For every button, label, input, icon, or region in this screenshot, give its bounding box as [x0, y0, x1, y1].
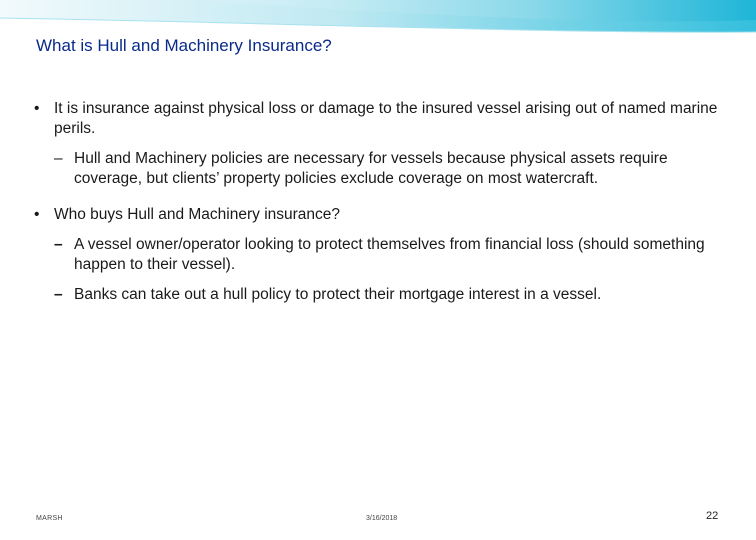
sub-bullet-text: Hull and Machinery policies are necessary for vessels because physical assets require coverage, but clients’ property policies exclude coverage on most watercraft.: [74, 150, 668, 187]
footer-company: MARSH: [36, 515, 63, 522]
sub-bullet-item: [34, 285, 724, 305]
sub-bullet-text: Banks can take out a hull policy to protect their mortgage interest in a vessel.: [74, 286, 602, 303]
dash-icon: –: [54, 150, 63, 167]
dash-icon: –: [54, 286, 63, 303]
sub-bullet-text: A vessel owner/operator looking to protect themselves from financial loss (should something happen to their vessel).: [74, 236, 705, 273]
header-banner: [0, 0, 756, 40]
bullet-text: It is insurance against physical loss or damage to the insured vessel arising out of named marine perils.: [54, 100, 718, 137]
slide-content: [34, 99, 724, 315]
sub-bullet-item: [34, 235, 724, 275]
dash-icon: –: [54, 236, 63, 253]
bullet-item: [34, 205, 724, 225]
bullet-dot-icon: •: [34, 206, 40, 223]
bullet-item: [34, 99, 724, 139]
slide-title: What is Hull and Machinery Insurance?: [36, 36, 332, 55]
footer-date: 3/16/2018: [366, 515, 398, 522]
sub-bullet-item: [34, 149, 724, 189]
bullet-dot-icon: •: [34, 100, 40, 117]
bullet-text: Who buys Hull and Machinery insurance?: [54, 206, 341, 223]
page-number: 22: [706, 510, 719, 522]
